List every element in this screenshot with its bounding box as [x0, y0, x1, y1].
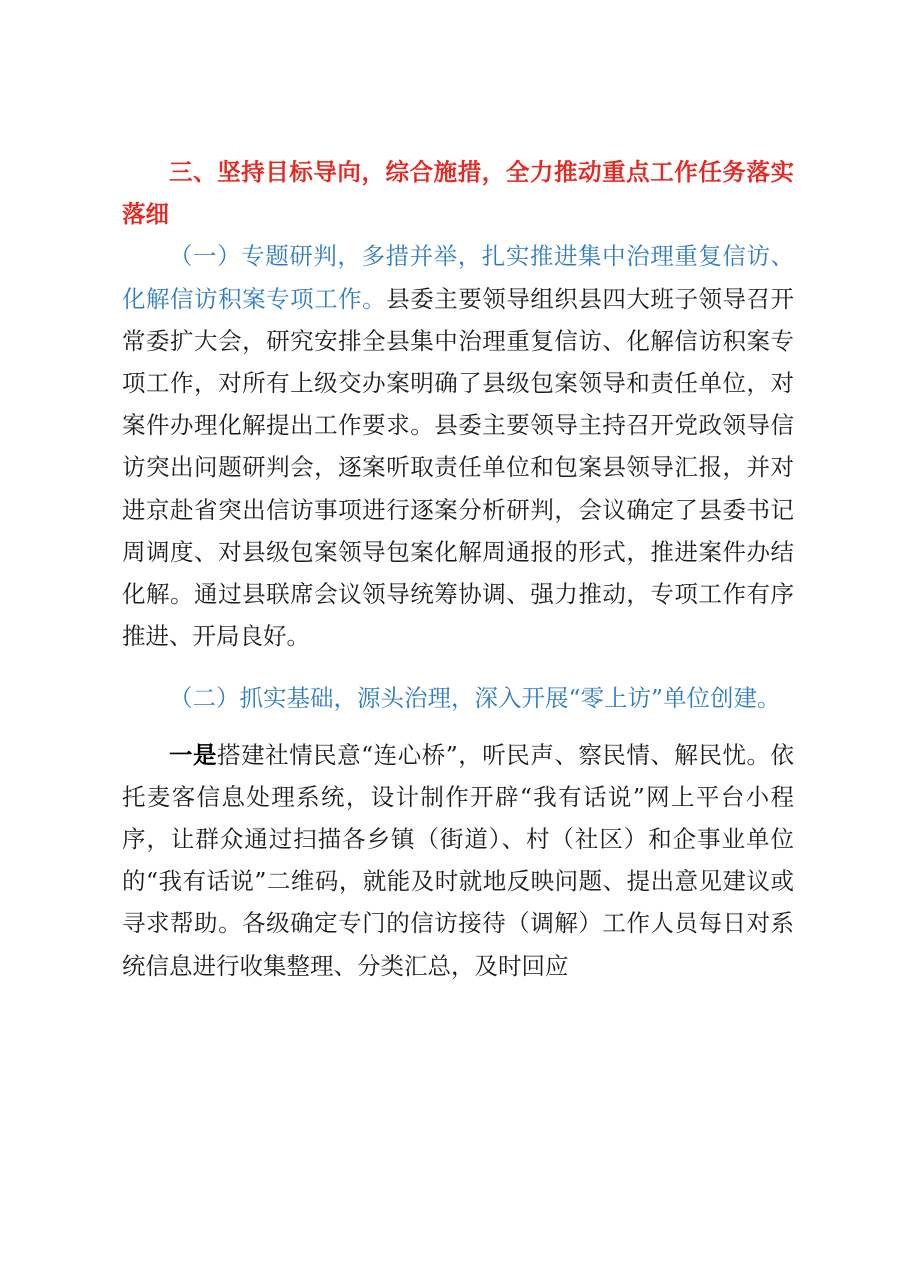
- document-body: [122, 150, 794, 987]
- point-1-paragraph: [122, 734, 794, 987]
- subsection-1-paragraph: [122, 235, 794, 657]
- subsection-1-body: 县委主要领导组织县四大班子领导召开常委扩大会，研究安排全县集中治理重复信访、化解信访积案专项工作，对所有上级交办案明确了县级包案领导和责任单位，对案件办理化解提出工作要求。县委主要领导主持召开党政领导信访突出问题研判会，逐案听取责任单位和包案县领导汇报，并对进京赴省突出信访事项进行逐案分析研判，会议确定了县委书记周调度、对县级包案领导包案化解周通报的形式，推进案件办结化解。通过县联席会议领导统筹协调、强力推动，专项工作有序推进、开局良好。: [122, 284, 795, 651]
- section-heading: 三、坚持目标导向，综合施措，全力推动重点工作任务落实落细: [122, 158, 794, 229]
- subsection-1-title: （一）专题研判，多措并举，扎实推进集中治理重复信访、化解信访积案专项工作。: [122, 242, 794, 313]
- point-1-body: 搭建社情民意“连心桥”，听民声、察民情、解民忧。依托麦客信息处理系统，设计制作开辟“我有话说”网上平台小程序，让群众通过扫描各乡镇（街道）、村（社区）和企事业单位的“我有话说”二维码，就能及时就地反映问题、提出意见建议或寻求帮助。各级确定专门的信访接待（调解）工作人员每日对系统信息进行收集整理、分类汇总，及时回应: [122, 740, 795, 980]
- subsection-2-title: （二）抓实基础，源头治理，深入开展“零上访”单位创建。: [169, 684, 781, 713]
- point-1-lead: 一是: [169, 740, 218, 769]
